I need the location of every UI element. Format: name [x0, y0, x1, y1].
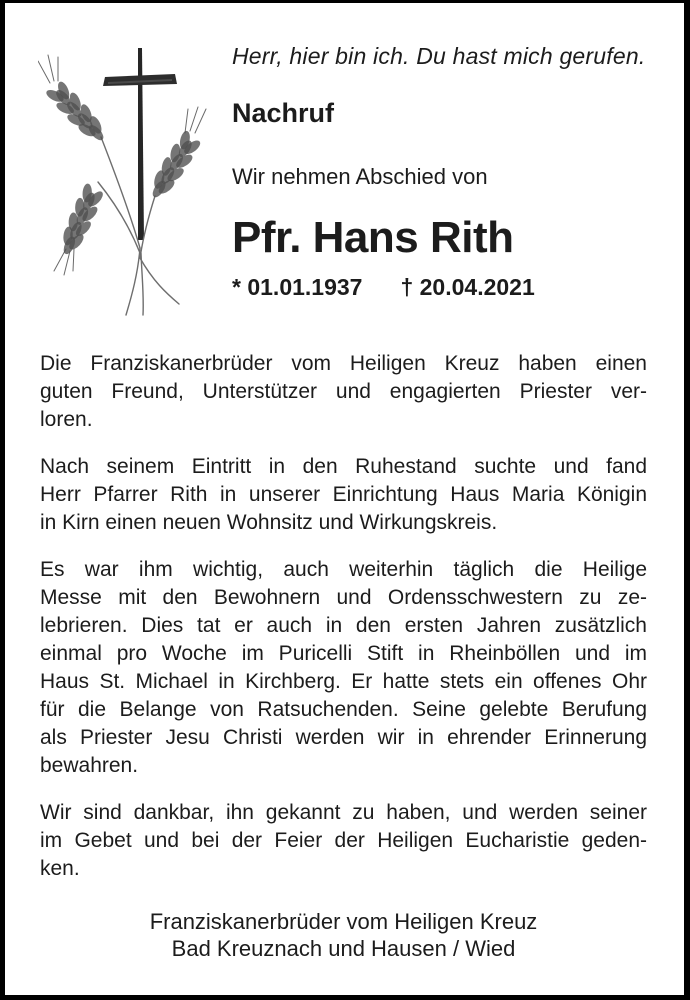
text-line: lebrieren. Dies tat er auch in den ersten Jahren zusätzlich — [40, 614, 647, 637]
text-line: in Kirn einen neuen Wohnsitz und Wirkungskreis. — [40, 511, 498, 534]
text-line: Wir sind dankbar, ihn gekannt zu haben, und werden seiner — [40, 801, 647, 824]
text-line: Herr Pfarrer Rith in unserer Einrichtung Haus Maria Königin — [40, 483, 647, 506]
text-line: für die Belange von Ratsuchenden. Seine gelebte Berufung — [40, 698, 647, 721]
nachruf-heading: Nachruf — [232, 98, 335, 128]
text-line: Haus St. Michael in Kirchberg. Er hatte stets ein offenes Ohr — [40, 670, 647, 693]
farewell-intro: Wir nehmen Abschied von — [232, 164, 488, 189]
text-line: guten Freund, Unterstützer und engagierten Priester ver- — [40, 380, 647, 403]
text-line: im Gebet und bei der Feier der Heiligen Eucharistie geden- — [40, 829, 647, 852]
text-line: ken. — [40, 857, 80, 880]
obituary-paragraph — [40, 453, 647, 537]
signature-line-2: Bad Kreuznach und Hausen / Wied — [171, 936, 516, 961]
obituary-paragraph — [40, 799, 647, 883]
signature-block — [40, 908, 647, 962]
text-line: als Priester Jesu Christi werden wir in ehrender Erinnerung — [40, 726, 647, 749]
signature-line-1: Franziskanerbrüder vom Heiligen Kreuz — [149, 909, 538, 934]
birth-date: * 01.01.1937 — [232, 274, 363, 300]
obituary-header — [232, 41, 684, 301]
obituary-paragraph — [40, 556, 647, 780]
cross-and-wheat-illustration — [38, 41, 210, 319]
text-line: bewahren. — [40, 754, 139, 777]
death-date: † 20.04.2021 — [400, 274, 535, 300]
obituary-paragraph — [40, 350, 647, 434]
text-line: einmal pro Woche im Puricelli Stift in Rheinböllen und im — [40, 642, 647, 665]
text-line: loren. — [40, 408, 93, 431]
text-line: Nach seinem Eintritt in den Ruhestand suchte und fand — [40, 455, 647, 478]
cross-icon — [103, 48, 177, 240]
wheat-ears — [41, 75, 206, 259]
text-line: Messe mit den Bewohnern und Ordensschwestern zu ze- — [40, 586, 647, 609]
obituary-body — [40, 350, 647, 962]
text-line: Die Franziskanerbrüder vom Heiligen Kreuz haben einen — [40, 352, 647, 375]
text-line: Es war ihm wichtig, auch weiterhin täglich die Heilige — [40, 558, 647, 581]
deceased-name: Pfr. Hans Rith — [232, 213, 514, 262]
life-dates — [232, 273, 684, 301]
memorial-quote: Herr, hier bin ich. Du hast mich gerufen. — [232, 43, 646, 69]
